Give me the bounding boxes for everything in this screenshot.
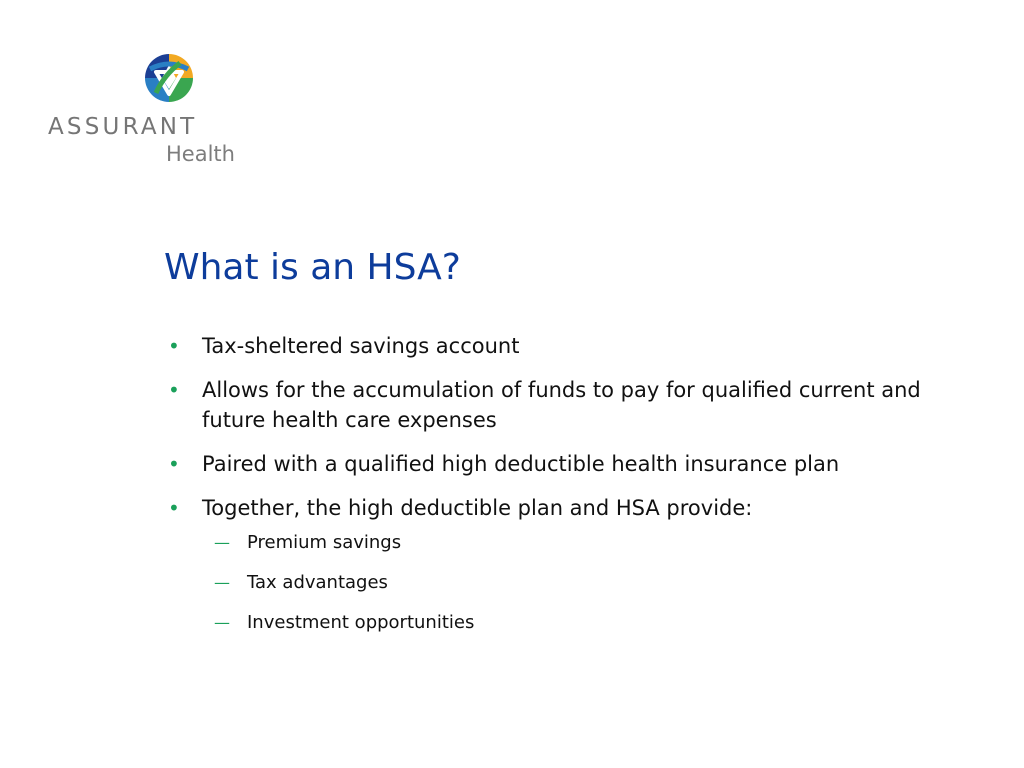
dash-marker: — — [214, 573, 230, 592]
bullet-text: Allows for the accumulation of funds to pay for qualified current and future health care expenses — [202, 378, 921, 432]
sub-bullet-text: Premium savings — [247, 532, 402, 553]
assurant-emblem-icon — [144, 53, 194, 103]
bullet-item — [164, 449, 964, 479]
sub-bullet-item — [202, 611, 964, 635]
sub-bullet-text: Tax advantages — [247, 572, 388, 593]
logo-subtitle: Health — [166, 142, 235, 166]
assurant-health-logo — [0, 0, 260, 180]
bullet-marker: • — [168, 496, 180, 520]
bullet-list — [164, 331, 964, 651]
dash-marker: — — [214, 613, 230, 632]
bullet-marker: • — [168, 378, 180, 402]
dash-marker: — — [214, 533, 230, 552]
bullet-text: Paired with a qualified high deductible health insurance plan — [202, 452, 840, 476]
sub-bullet-list — [202, 531, 964, 635]
bullet-marker: • — [168, 334, 180, 358]
bullet-text: Tax-sheltered savings account — [202, 334, 520, 358]
bullet-marker: • — [168, 452, 180, 476]
bullet-item — [164, 493, 964, 635]
logo-wordmark: ASSURANT — [48, 114, 198, 140]
bullet-item — [164, 375, 964, 435]
slide-title: What is an HSA? — [164, 247, 461, 288]
bullet-item — [164, 331, 964, 361]
sub-bullet-text: Investment opportunities — [247, 612, 475, 633]
sub-bullet-item — [202, 571, 964, 595]
sub-bullet-item — [202, 531, 964, 555]
bullet-text: Together, the high deductible plan and HSA provide: — [202, 496, 753, 520]
